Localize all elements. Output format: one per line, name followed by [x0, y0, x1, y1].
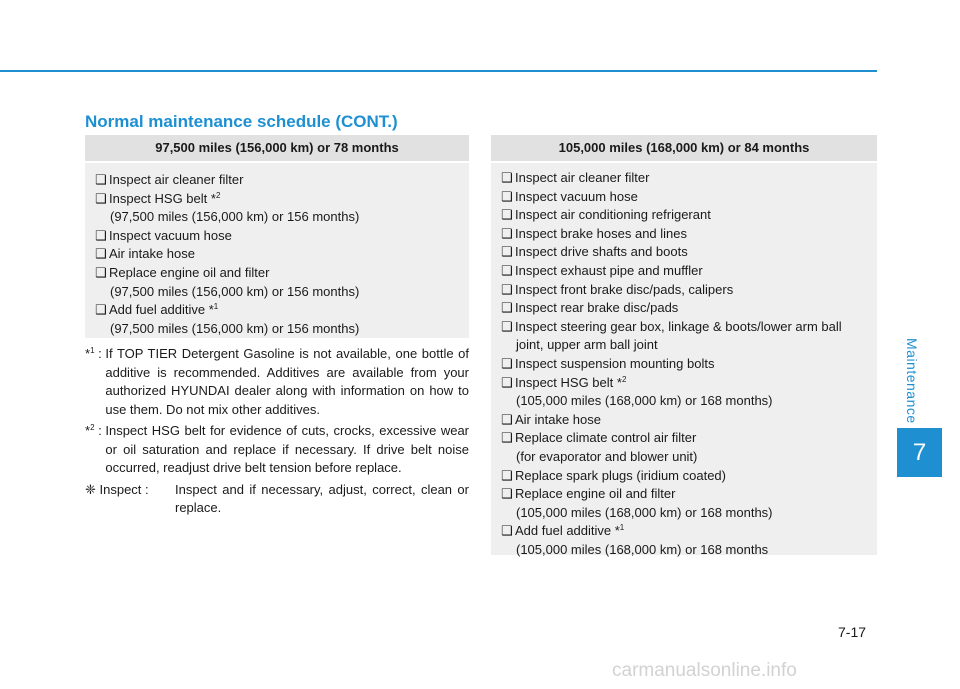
- checkbox-icon: ❑: [501, 318, 513, 334]
- checklist-item-text: Inspect vacuum hose: [515, 188, 638, 204]
- footnote-marker: *$^1$ :: [85, 346, 106, 361]
- schedule-box-97500: [85, 135, 469, 338]
- footnote-marker: *$^2$ :: [85, 423, 106, 438]
- footnote-ref: 2: [215, 190, 221, 200]
- checklist-item: [501, 355, 867, 374]
- checkbox-icon: ❑: [501, 188, 513, 204]
- checklist-item: [501, 281, 867, 300]
- footnote-ref: 1: [619, 523, 625, 533]
- footnote-text: Inspect HSG belt for evidence of cuts, crocks, excessive wear or oil saturation and replace if necessary. If drive belt noise occurred, readjust drive belt tension before replace.: [105, 423, 469, 475]
- checklist-item-detail: (97,500 miles (156,000 km) or 156 months): [110, 209, 360, 225]
- footnote-text: If TOP TIER Detergent Gasoline is not available, one bottle of additive is recommended. Additives are available from your authorized HYUNDAI dealer along with information on how to use them. Do not mix other additives.: [105, 346, 469, 417]
- checkbox-icon: ❑: [501, 374, 513, 390]
- checklist-item-detail: (for evaporator and blower unit): [516, 448, 698, 464]
- checklist-item: [95, 227, 459, 246]
- checkbox-icon: ❑: [95, 190, 107, 206]
- checklist-item-text: Inspect HSG belt *: [109, 190, 216, 206]
- checklist-item-text: Air intake hose: [109, 246, 195, 262]
- checklist-item-detail: (105,000 miles (168,000 km) or 168 months): [516, 393, 773, 409]
- checkbox-icon: ❑: [501, 467, 513, 483]
- checklist-item-text: Add fuel additive *: [109, 302, 214, 318]
- checklist-item-text: Replace climate control air filter: [515, 430, 697, 446]
- checklist-item-text: Inspect suspension mounting bolts: [515, 355, 715, 371]
- schedule-list: [491, 163, 877, 559]
- checkbox-icon: ❑: [95, 302, 107, 318]
- checklist-item: [95, 301, 459, 320]
- checklist-item-detail: (105,000 miles (168,000 km) or 168 months): [516, 504, 773, 520]
- checkbox-icon: ❑: [501, 486, 513, 502]
- checklist-item-text: Inspect HSG belt *: [515, 374, 622, 390]
- checkbox-icon: ❑: [501, 355, 513, 371]
- checklist-item-text: Inspect air conditioning refrigerant: [515, 207, 711, 223]
- header-rule: [0, 70, 877, 72]
- checklist-item: [501, 429, 867, 448]
- footnote-1: [85, 345, 469, 419]
- checklist-item-text: Inspect exhaust pipe and muffler: [515, 262, 703, 278]
- checkbox-icon: ❑: [501, 411, 513, 427]
- checklist-item-detail: (97,500 miles (156,000 km) or 156 months): [110, 320, 360, 336]
- checklist-item-text: Inspect air cleaner filter: [515, 170, 650, 185]
- schedule-list: [85, 163, 469, 338]
- checklist-item-text: Inspect brake hoses and lines: [515, 225, 687, 241]
- checklist-item: [501, 262, 867, 281]
- checklist-item: [95, 190, 459, 209]
- inspect-text: Inspect and if necessary, adjust, correct, clean or replace.: [175, 481, 469, 515]
- checkbox-icon: ❑: [501, 207, 513, 223]
- checkbox-icon: ❑: [501, 281, 513, 297]
- checkbox-icon: ❑: [501, 300, 513, 316]
- checklist-item-detail: (97,500 miles (156,000 km) or 156 months): [110, 283, 360, 299]
- inspect-note: [85, 481, 469, 518]
- checkbox-icon: ❑: [501, 262, 513, 278]
- checklist-item: [501, 243, 867, 262]
- checkbox-icon: ❑: [501, 170, 513, 185]
- checklist-item: [501, 318, 867, 337]
- checklist-item-text: Inspect rear brake disc/pads: [515, 300, 679, 316]
- section-title: Normal maintenance schedule (CONT.): [85, 112, 398, 131]
- checklist-item-text: Replace engine oil and filter: [515, 486, 676, 502]
- chapter-side-label: Maintenance: [904, 338, 920, 424]
- footnotes: [85, 345, 469, 521]
- checklist-item-text: Inspect front brake disc/pads, calipers: [515, 281, 734, 297]
- chapter-tab[interactable]: 7: [897, 428, 942, 477]
- checklist-item: [501, 206, 867, 225]
- checklist-item: [95, 264, 459, 283]
- checklist-item: [501, 188, 867, 207]
- checklist-item: [501, 225, 867, 244]
- checklist-item: [501, 485, 867, 504]
- checklist-item-detail: (105,000 miles (168,000 km) or 168 months: [516, 541, 769, 557]
- checklist-item-text: Add fuel additive *: [515, 523, 620, 539]
- checkbox-icon: ❑: [501, 430, 513, 446]
- checklist-item-text: Replace spark plugs (iridium coated): [515, 467, 726, 483]
- checkbox-icon: ❑: [95, 172, 107, 187]
- checklist-item: [95, 171, 459, 190]
- schedule-box-105000: [491, 135, 877, 555]
- checklist-item: [501, 299, 867, 318]
- checklist-item-text: Inspect air cleaner filter: [109, 172, 244, 187]
- checkbox-icon: ❑: [501, 225, 513, 241]
- schedule-header: 97,500 miles (156,000 km) or 78 months: [85, 135, 469, 163]
- checklist-item: [501, 411, 867, 430]
- checklist-item: [501, 467, 867, 486]
- checkbox-icon: ❑: [95, 246, 107, 262]
- checkbox-icon: ❑: [95, 227, 107, 243]
- inspect-marker: ❈ Inspect :: [85, 481, 153, 497]
- checklist-item: [95, 245, 459, 264]
- checkbox-icon: ❑: [501, 523, 513, 539]
- checkbox-icon: ❑: [95, 264, 107, 280]
- checklist-item: [501, 522, 867, 541]
- schedule-header: 105,000 miles (168,000 km) or 84 months: [491, 135, 877, 163]
- checklist-item: [501, 374, 867, 393]
- checklist-item-text: Air intake hose: [515, 411, 601, 427]
- footnote-ref: 1: [213, 302, 219, 312]
- checklist-item: [501, 169, 867, 188]
- checklist-item-detail: joint, upper arm ball joint: [516, 337, 658, 353]
- page-number: 7-17: [838, 624, 867, 640]
- checklist-item-text: Replace engine oil and filter: [109, 264, 270, 280]
- checklist-item-text: Inspect steering gear box, linkage & boots/lower arm ball: [515, 318, 842, 334]
- checklist-item-text: Inspect drive shafts and boots: [515, 244, 688, 260]
- footnote-2: [85, 422, 469, 478]
- checklist-item-text: Inspect vacuum hose: [109, 227, 232, 243]
- checkbox-icon: ❑: [501, 244, 513, 260]
- footnote-ref: 2: [621, 374, 627, 384]
- watermark: carmanualsonline.info: [612, 660, 797, 681]
